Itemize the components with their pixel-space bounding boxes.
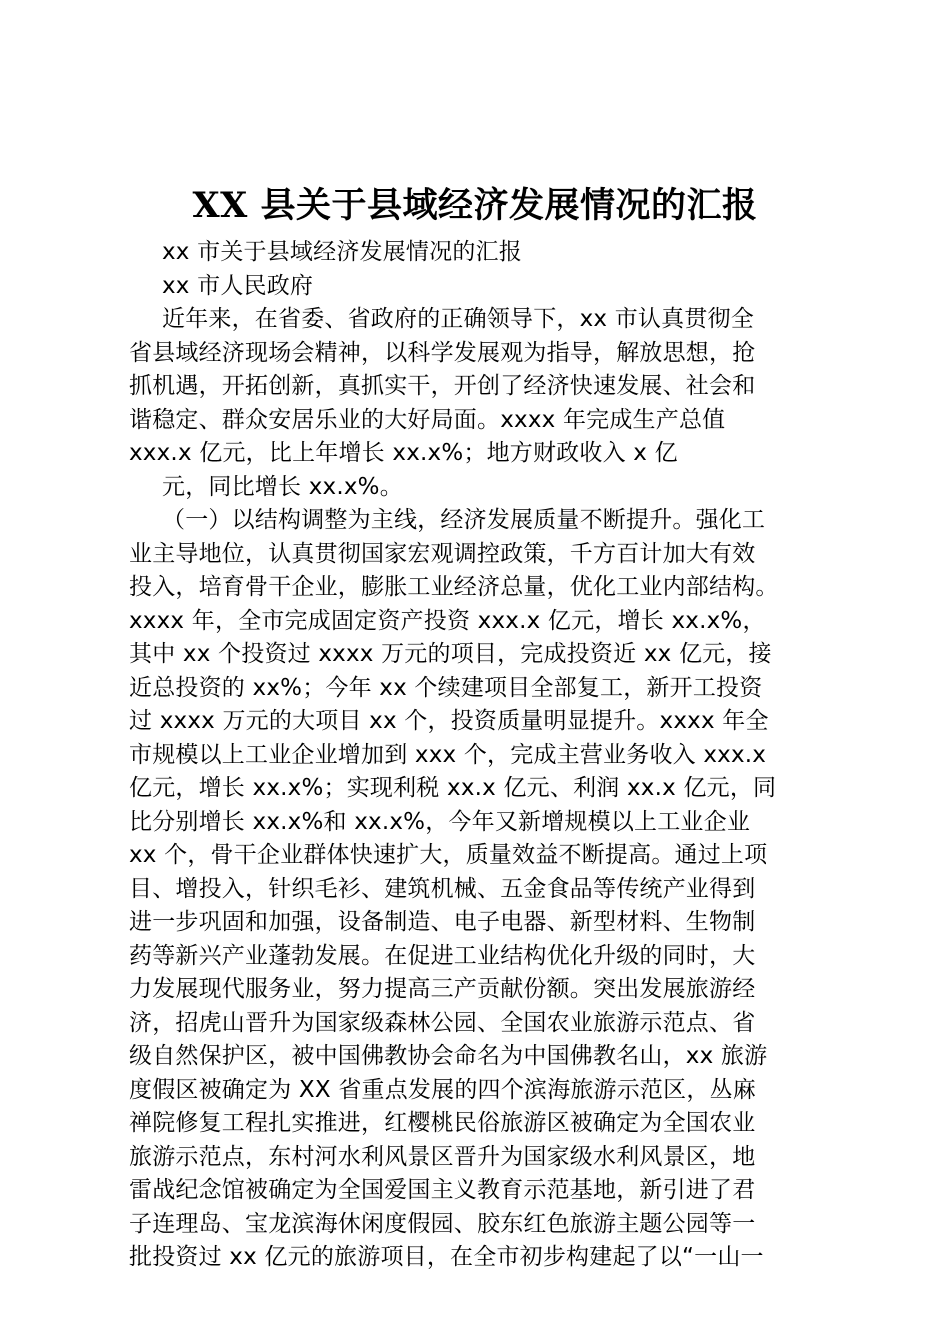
body-line: 省县域经济现场会精神，以科学发展观为指导，解放思想，抢 bbox=[129, 340, 756, 366]
body-line: 进一步巩固和加强，设备制造、电子电器、新型材料、生物制 bbox=[129, 909, 756, 935]
body-line: 批投资过 xx 亿元的旅游项目，在全市初步构建起了以“一山一 bbox=[129, 1244, 764, 1270]
body-line: 近年来，在省委、省政府的正确领导下，xx 市认真贯彻全 bbox=[162, 306, 754, 332]
body-line: 其中 xx 个投资过 xxxx 万元的项目，完成投资近 xx 亿元，接 bbox=[129, 641, 772, 667]
body-line: 过 xxxx 万元的大项目 xx 个，投资质量明显提升。xxxx 年全 bbox=[129, 708, 769, 734]
body-line: 禅院修复工程扎实推进，红樱桃民俗旅游区被确定为全国农业 bbox=[129, 1110, 756, 1136]
document-title: XX 县关于县域经济发展情况的汇报 bbox=[192, 185, 758, 226]
body-line: 近总投资的 xx%；今年 xx 个续建项目全部复工，新开工投资 bbox=[129, 675, 763, 701]
subtitle-line: xx 市关于县域经济发展情况的汇报 bbox=[162, 239, 522, 265]
body-line: 雷战纪念馆被确定为全国爱国主义教育示范基地，新引进了君 bbox=[129, 1177, 756, 1203]
body-line: 旅游示范点，东村河水利风景区晋升为国家级水利风景区，地 bbox=[129, 1144, 756, 1170]
body-line: 业主导地位，认真贯彻国家宏观调控政策，千方百计加大有效 bbox=[129, 541, 756, 567]
body-line: 药等新兴产业蓬勃发展。在促进工业结构优化升级的同时，大 bbox=[129, 943, 756, 969]
body-line: 子连理岛、宝龙滨海休闲度假园、胶东红色旅游主题公园等一 bbox=[129, 1211, 756, 1237]
body-line: xx 个，骨干企业群体快速扩大，质量效益不断提高。通过上项 bbox=[129, 842, 768, 868]
issuer-line: xx 市人民政府 bbox=[162, 273, 314, 299]
body-line: xxx.x 亿元，比上年增长 xx.x%；地方财政收入 x 亿 bbox=[129, 440, 678, 466]
body-line: 元，同比增长 xx.x%。 bbox=[162, 474, 403, 500]
body-line: （一）以结构调整为主线，经济发展质量不断提升。强化工 bbox=[162, 507, 766, 533]
body-line: 亿元，增长 xx.x%；实现利税 xx.x 亿元、利润 xx.x 亿元，同 bbox=[129, 775, 777, 801]
body-line: 投入，培育骨干企业，膨胀工业经济总量，优化工业内部结构。 bbox=[129, 574, 779, 600]
body-line: 谐稳定、群众安居乐业的大好局面。xxxx 年完成生产总值 bbox=[129, 407, 726, 433]
body-line: 级自然保护区，被中国佛教协会命名为中国佛教名山，xx 旅游 bbox=[129, 1043, 768, 1069]
body-line: 济，招虎山晋升为国家级森林公园、全国农业旅游示范点、省 bbox=[129, 1010, 756, 1036]
body-line: 市规模以上工业企业增加到 xxx 个，完成主营业务收入 xxx.x bbox=[129, 742, 767, 768]
body-line: 抓机遇，开拓创新，真抓实干，开创了经济快速发展、社会和 bbox=[129, 373, 756, 399]
body-line: 度假区被确定为 XX 省重点发展的四个滨海旅游示范区，丛麻 bbox=[129, 1077, 756, 1103]
body-line: xxxx 年，全市完成固定资产投资 xxx.x 亿元，增长 xx.x%， bbox=[129, 608, 766, 634]
body-line: 目、增投入，针织毛衫、建筑机械、五金食品等传统产业得到 bbox=[129, 876, 756, 902]
body-line: 力发展现代服务业，努力提高三产贡献份额。突出发展旅游经 bbox=[129, 976, 756, 1002]
body-line: 比分别增长 xx.x%和 xx.x%，今年又新增规模以上工业企业 bbox=[129, 809, 751, 835]
